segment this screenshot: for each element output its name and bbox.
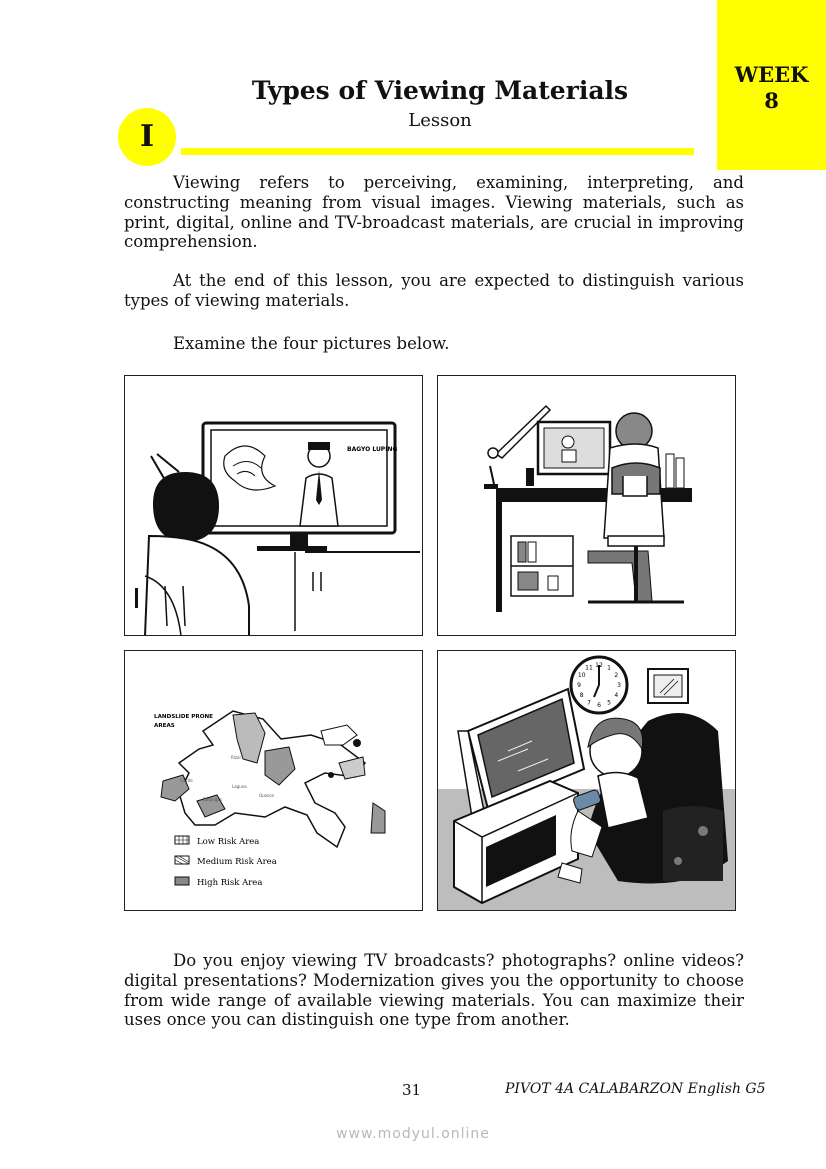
clock-number: 6 [597,702,601,709]
tv-broadcast-illustration [125,376,423,636]
landslide-map-illustration [125,651,423,911]
picture-print-map [124,650,423,911]
section-badge: I [118,108,176,166]
tv-screen-caption: BAGYO LUPING [347,446,398,453]
clock-number: 11 [585,664,593,672]
legend-high-label: High Risk Area [197,878,263,888]
legend-high-swatch [175,877,189,885]
legend-medium-label: Medium Risk Area [197,857,277,867]
computer-desk-illustration [438,376,736,636]
clock-number: 12 [595,662,603,669]
clock-number: 10 [577,672,586,679]
page-title: Types of Viewing Materials [251,76,629,105]
map-label-quezon: Quezon [259,793,275,798]
title-underline [181,148,694,155]
clock-number: 8 [579,692,584,699]
page-subtitle: Lesson [408,110,472,131]
map-label-batangas: Batangas [203,797,222,802]
instruction-paragraph: Examine the four pictures below. [173,334,450,353]
map-label-laguna: Laguna [232,784,247,789]
week-number: 8 [764,88,779,113]
clock-number: 1 [607,664,611,672]
intro-paragraph: Viewing refers to perceiving, examining, interpreting, and constructing meaning from visual images. Viewing materials, such as print, digital, online and TV-broadcast materials, are crucial in improving comprehension. [124,173,744,252]
week-label: WEEK [734,62,809,87]
legend-low-label: Low Risk Area [197,837,260,847]
footer-source: PIVOT 4A CALABARZON English G5 [505,1081,766,1097]
clock-number: 5 [607,699,611,707]
discussion-paragraph: Do you enjoy viewing TV broadcasts? photographs? online videos? digital presentations? Modernization gives you the opportunity to choose from wide range of available viewing materials. You can maximize their uses once you can distinguish one type from another. [124,951,744,1030]
clock-number: 2 [614,672,619,679]
clock-number: 9 [577,682,581,689]
page-number: 31 [402,1081,422,1099]
boy-gaming-illustration [438,651,736,911]
objective-paragraph: At the end of this lesson, you are expected to distinguish various types of viewing materials. [124,271,744,310]
picture-digital-game [437,650,736,911]
map-title-line1: LANDSLIDE PRONE [154,714,213,720]
watermark: www.modyul.online [336,1126,490,1142]
map-label-cavite: Cavite [180,778,193,783]
map-title-line2: AREAS [154,723,175,729]
picture-tv-broadcast [124,375,423,636]
clock-number: 4 [614,692,619,699]
clock-number: 7 [587,699,591,707]
clock-number: 3 [617,682,621,689]
picture-online-video [437,375,736,636]
map-label-rizal: Rizal [231,755,241,760]
